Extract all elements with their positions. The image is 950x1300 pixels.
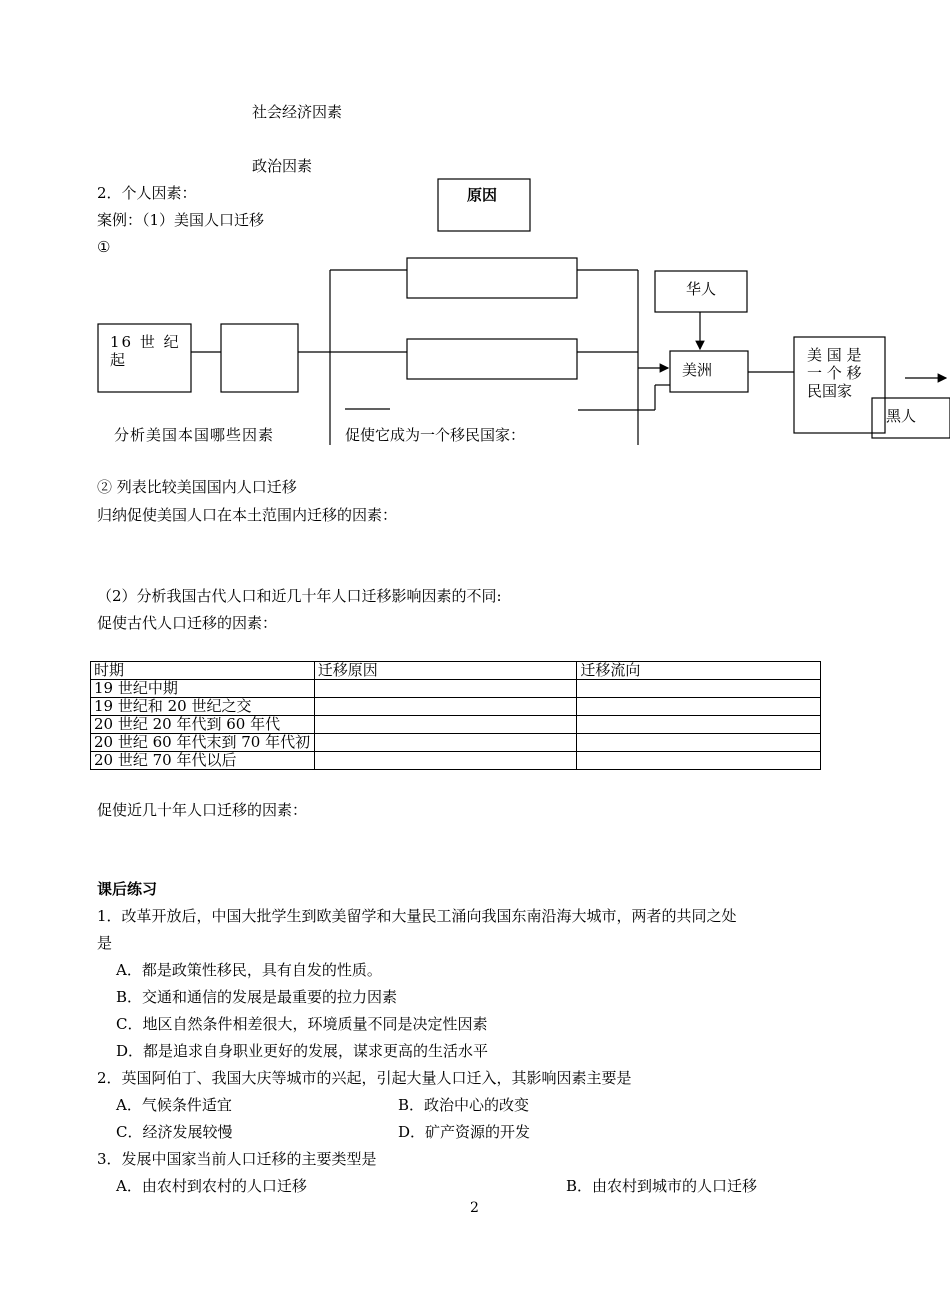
row-period: 20 世纪 20 年代到 60 年代 bbox=[91, 716, 315, 734]
q1-option-c[interactable]: C．地区自然条件相差很大，环境质量不同是决定性因素 bbox=[116, 1015, 488, 1033]
analyze-china-heading: （2）分析我国古代人口和近几十年人口迁移影响因素的不同: bbox=[97, 587, 502, 605]
personal-factor: 2．个人因素： bbox=[97, 184, 197, 202]
q3-option-b[interactable]: B．由农村到城市的人口迁移 bbox=[566, 1177, 758, 1195]
table-row bbox=[91, 734, 821, 752]
header-direction: 迁移流向 bbox=[577, 662, 821, 680]
question-3: 3．发展中国家当前人口迁移的主要类型是 bbox=[97, 1150, 377, 1168]
header-period: 时期 bbox=[91, 662, 315, 680]
table-row bbox=[91, 698, 821, 716]
compare-heading: ② 列表比较美国国内人口迁移 bbox=[97, 478, 297, 496]
cause-label: 原因 bbox=[467, 186, 498, 204]
row-direction[interactable] bbox=[577, 734, 821, 752]
q3-option-a[interactable]: A．由农村到农村的人口迁移 bbox=[116, 1177, 307, 1195]
row-direction[interactable] bbox=[577, 698, 821, 716]
header-reason: 迁移原因 bbox=[314, 662, 577, 680]
q1-option-d[interactable]: D．都是追求自身职业更好的发展，谋求更高的生活水平 bbox=[116, 1042, 489, 1060]
row-direction[interactable] bbox=[577, 680, 821, 698]
page-number: 2 bbox=[470, 1200, 479, 1216]
q2-option-c[interactable]: C．经济发展较慢 bbox=[116, 1123, 233, 1141]
social-economic-factor: 社会经济因素 bbox=[252, 103, 343, 121]
analyze-right-text: 促使它成为一个移民国家： bbox=[345, 426, 526, 444]
row-reason[interactable] bbox=[314, 734, 577, 752]
row-period: 20 世纪 70 年代以后 bbox=[91, 752, 315, 770]
case-heading: 案例：（1）美国人口迁移 bbox=[97, 211, 265, 229]
q1-option-b[interactable]: B．交通和通信的发展是最重要的拉力因素 bbox=[116, 988, 398, 1006]
question-2: 2．英国阿伯丁、我国大庆等城市的兴起，引起大量人口迁入，其影响因素主要是 bbox=[97, 1069, 632, 1087]
row-direction[interactable] bbox=[577, 716, 821, 734]
q2-option-b[interactable]: B．政治中心的改变 bbox=[398, 1096, 530, 1114]
political-factor: 政治因素 bbox=[252, 157, 313, 175]
migration-table bbox=[90, 661, 821, 770]
row-period: 19 世纪和 20 世纪之交 bbox=[91, 698, 315, 716]
row-period: 19 世纪中期 bbox=[91, 680, 315, 698]
question-1-line2: 是 bbox=[97, 934, 113, 952]
ancient-prompt: 促使古代人口迁移的因素： bbox=[97, 614, 278, 632]
analyze-left-text: 分析美国本国哪些因素 bbox=[114, 426, 275, 444]
heiren-label: 黑人 bbox=[886, 407, 917, 425]
row-direction[interactable] bbox=[577, 752, 821, 770]
table-row bbox=[91, 716, 821, 734]
immigrant-country-label: 美 国 是 一 个 移 民国家 bbox=[807, 346, 862, 400]
blank-box-left bbox=[221, 324, 298, 392]
circle-number-1: ① bbox=[97, 238, 111, 256]
row-reason[interactable] bbox=[314, 716, 577, 734]
q1-option-a[interactable]: A．都是政策性移民，具有自发的性质。 bbox=[116, 961, 382, 979]
summarize-prompt: 归纳促使美国人口在本土范围内迁移的因素： bbox=[97, 506, 398, 524]
table-row bbox=[91, 752, 821, 770]
table-header-row bbox=[91, 662, 821, 680]
row-reason[interactable] bbox=[314, 698, 577, 716]
q2-option-a[interactable]: A．气候条件适宜 bbox=[116, 1096, 232, 1114]
table-row bbox=[91, 680, 821, 698]
blank-box-middle bbox=[407, 339, 577, 379]
huaren-label: 华人 bbox=[686, 280, 717, 298]
row-period: 20 世纪 60 年代末到 70 年代初 bbox=[91, 734, 315, 752]
row-reason[interactable] bbox=[314, 680, 577, 698]
exercises-title: 课后练习 bbox=[97, 880, 158, 898]
blank-box-upper bbox=[407, 258, 577, 298]
recent-prompt: 促使近几十年人口迁移的因素： bbox=[97, 801, 308, 819]
start-label: 16 世 纪 起 bbox=[110, 333, 181, 369]
meizhou-label: 美洲 bbox=[682, 361, 713, 379]
question-1-line1: 1．改革开放后，中国大批学生到欧美留学和大量民工涌向我国东南沿海大城市，两者的共同之处 bbox=[97, 907, 737, 925]
q2-option-d[interactable]: D．矿产资源的开发 bbox=[398, 1123, 531, 1141]
row-reason[interactable] bbox=[314, 752, 577, 770]
